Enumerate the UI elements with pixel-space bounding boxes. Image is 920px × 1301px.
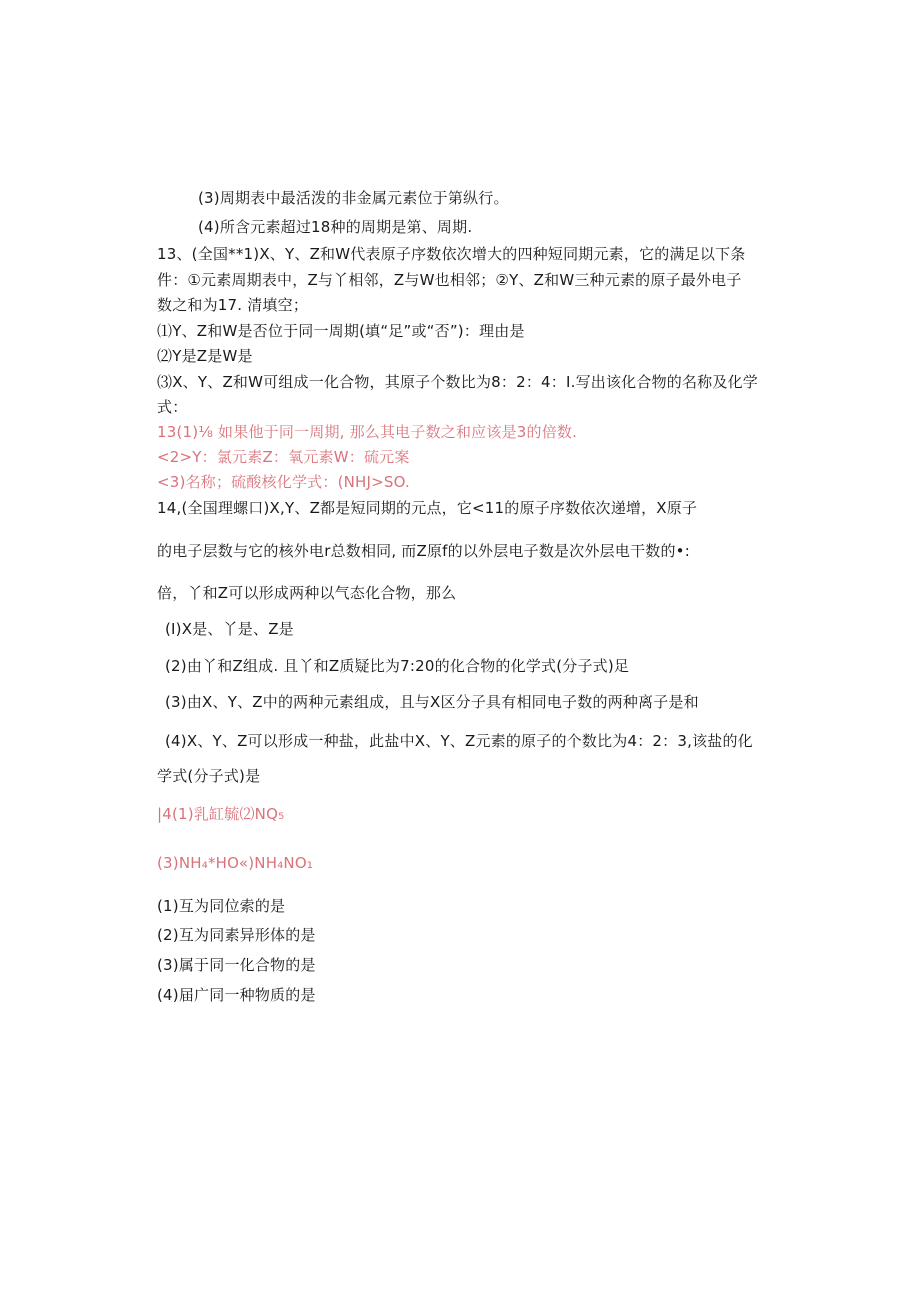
question-13-part-1: ⑴Y、Z和W是否位于同一周期(填“足”或“否”)：理由是: [157, 322, 525, 340]
question-13-part-3: ⑶X、Y、Z和W可组成一化合物，其原子个数比为8：2：4：I.写出该化合物的名称及化学: [157, 373, 758, 391]
question-15-part-2: (2)互为同素异形体的是: [157, 926, 316, 944]
question-13-part-2: ⑵Y是Z是W是: [157, 347, 253, 365]
question-14-part-4: (4)X、Y、Z可以形成一种盐，此盐中X、Y、Z元素的原子的个数比为4：2：3,该盐的化: [165, 732, 753, 750]
question-13-part-3-cont: 式：: [157, 398, 188, 416]
question-13-stem-cont: 件：①元素周期表中，Z与丫相邻，Z与W也相邻；②Y、Z和W三种元素的原子最外电子: [157, 271, 742, 289]
item-4-line: (4)所含元素超过18种的周期是第、周期.: [198, 218, 473, 236]
answer-13-3: <3)名称；硫酸核化学式：(NHJ>SO.: [157, 473, 410, 491]
question-14-part-4-cont: 学式(分子式)是: [157, 767, 261, 785]
question-14-part-1: (I)X是、丫是、Z是: [165, 620, 294, 638]
answer-14-2: (3)NH₄*HO«)NH₄NO₁: [157, 854, 314, 872]
item-3-line: (3)周期表中最活泼的非金属元素位于第纵行。: [198, 189, 509, 207]
question-15-part-1: (1)互为同位索的是: [157, 897, 286, 915]
question-14-part-2: (2)由丫和Z组成. 且丫和Z质疑比为7:20的化合物的化学式(分子式)足: [165, 657, 630, 675]
question-15-part-4: (4)届广同一种物质的是: [157, 986, 316, 1004]
answer-13-1: 13(1)⅛ 如果他于同一周期, 那么其电子数之和应该是3的倍数.: [157, 423, 578, 441]
question-13-stem: 13、(全国**1)X、Y、Z和W代表原子序数依次增大的四种短同期元素，它的满足以下条: [157, 245, 746, 263]
question-14-stem-end: 倍，丫和Z可以形成两种以气态化合物，那么: [157, 584, 457, 602]
question-14-stem: 14,(全国理螺口)X,Y、Z都是短同期的元点，它<11的原子序数依次递增，X原子: [157, 499, 698, 517]
answer-13-2: <2>Y：氯元素Z：氧元素W：硫元案: [157, 448, 410, 466]
question-13-stem-end: 数之和为17. 清填空；: [157, 296, 309, 314]
question-14-stem-cont: 的电子层数与它的核外电r总数相同, 而Z原f的以外层电子数是次外层电干数的•:: [157, 542, 690, 560]
answer-14-1: |4(1)乳缸毓⑵NQ₅: [157, 805, 285, 823]
question-15-part-3: (3)属于同一化合物的是: [157, 956, 316, 974]
question-14-part-3: (3)由X、Y、Z中的两种元素组成，且与X区分子具有相同电子数的两种离子是和: [165, 693, 699, 711]
